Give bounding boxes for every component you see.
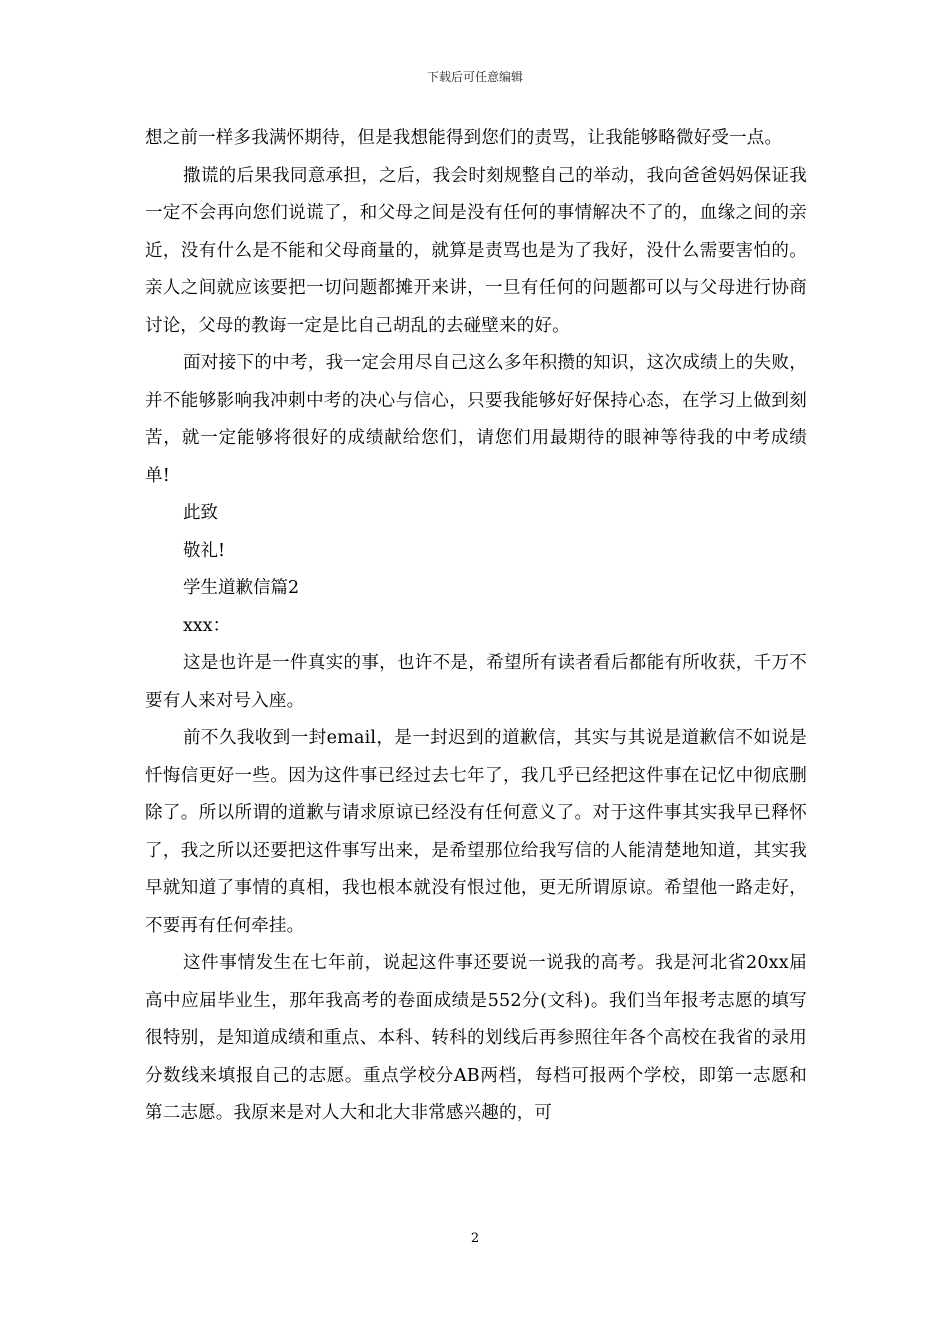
closing-salutation: 此致 xyxy=(183,503,218,523)
paragraph-4: 这是也许是一件真实的事，也许不是，希望所有读者看后都能有所收获，千万不要有人来对号入座。 xyxy=(145,653,807,711)
closing-regards: 敬礼! xyxy=(183,540,226,561)
paragraph-1: 想之前一样多我满怀期待，但是我想能得到您们的责骂，让我能够略微好受一点。 xyxy=(145,128,783,148)
paragraph-3: 面对接下的中考，我一定会用尽自己这么多年积攒的知识，这次成绩上的失败，并不能够影响我冲刺中考的决心与信心，只要我能够好好保持心态，在学习上做到刻苦，就一定能够将很好的成绩献给您们，请您们用最期待的眼神等待我的中考成绩单! xyxy=(145,353,807,486)
page-number: 2 xyxy=(470,1231,480,1246)
document-body xyxy=(145,120,807,1133)
paragraph-2: 撒谎的后果我同意承担，之后，我会时刻规整自己的举动，我向爸爸妈妈保证我一定不会再向您们说谎了，和父母之间是没有任何的事情解决不了的，血缘之间的亲近，没有什么是不能和父母商量的，就算是责骂也是为了我好，没什么需要害怕的。亲人之间就应该要把一切问题都摊开来讲，一旦有任何的问题都可以与父母进行协商讨论，父母的教诲一定是比自己胡乱的去碰壁来的好。 xyxy=(145,165,807,336)
page-header: 下载后可任意编辑 xyxy=(426,70,523,84)
letter-addressee: xxx： xyxy=(183,615,231,636)
paragraph-5: 前不久我收到一封email，是一封迟到的道歉信，其实与其说是道歉信不如说是忏悔信更好一些。因为这件事已经过去七年了，我几乎已经把这件事在记忆中彻底删除了。所以所谓的道歉与请求原谅已经没有任何意义了。对于这件事其实我早已释怀了，我之所以还要把这件事写出来，是希望那位给我写信的人能清楚地知道，其实我早就知道了事情的真相，我也根本就没有恨过他，更无所谓原谅。希望他一路走好，不要再有任何牵挂。 xyxy=(145,728,807,936)
section-title: 学生道歉信篇2 xyxy=(183,578,300,598)
paragraph-6: 这件事情发生在七年前，说起这件事还要说一说我的高考。我是河北省20xx届高中应届毕业生，那年我高考的卷面成绩是552分(文科)。我们当年报考志愿的填写很特别，是知道成绩和重点、本科、转科的划线后再参照往年各个高校在我省的录用分数线来填报自己的志愿。重点学校分AB两档，每档可报两个学校，即第一志愿和第二志愿。我原来是对人大和北大非常感兴趣的，可 xyxy=(145,953,807,1123)
